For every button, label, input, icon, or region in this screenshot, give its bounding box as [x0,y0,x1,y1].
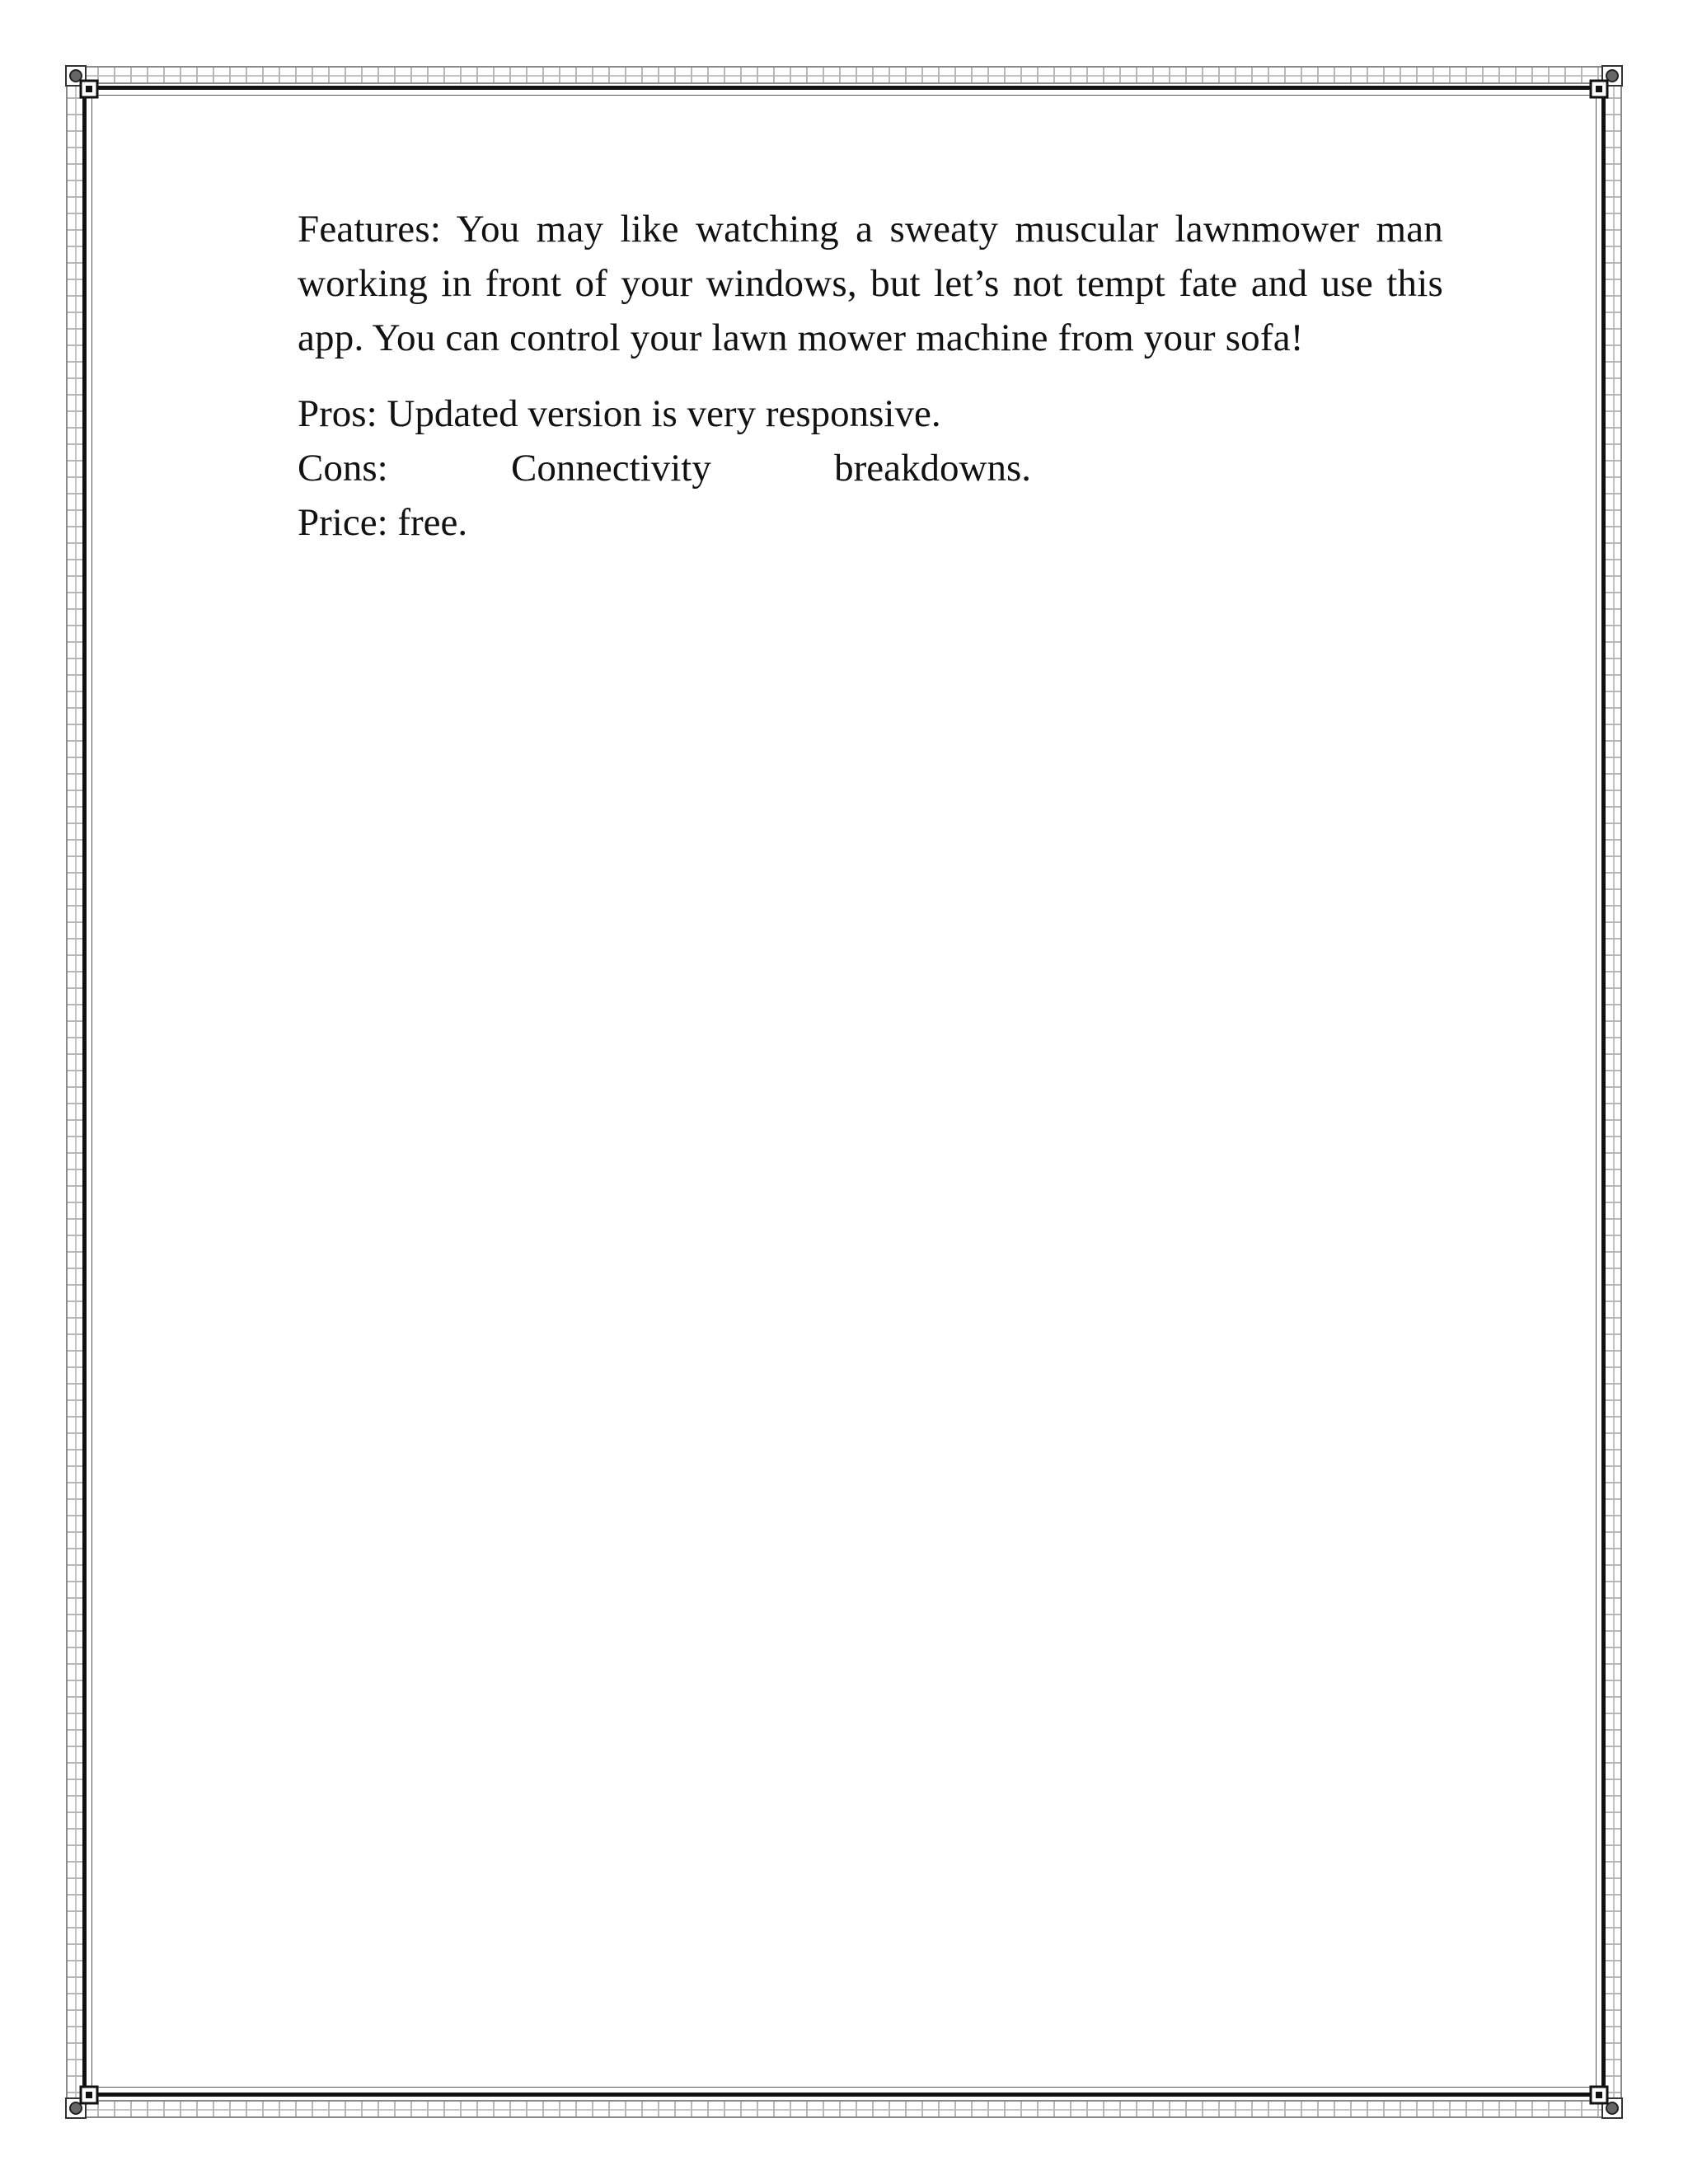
document-body [298,202,1443,550]
corner-ornament-icon [64,64,101,101]
cons-word-connectivity: Connectivity [511,447,711,490]
cons-word-breakdowns: breakdowns. [834,447,1031,490]
features-paragraph: Features: You may like watching a sweaty muscular lawnmower man working in front of your windows, but let’s not tempt fate and use this app. You can control your lawn mower machine from your sofa! [298,208,1443,359]
cons-label: Cons: [298,447,388,490]
corner-ornament-icon [1587,2083,1624,2120]
cons-line [298,441,1031,495]
corner-ornament-icon [1587,64,1624,101]
page-border-right [1604,66,1622,2118]
pros-line: Pros: Updated version is very responsive. [298,392,941,435]
corner-ornament-icon [64,2083,101,2120]
page-border-bottom [66,2100,1622,2118]
details-block [298,387,1443,550]
price-line: Price: free. [298,501,468,544]
page-border-left [66,66,84,2118]
page-border-top [66,66,1622,84]
